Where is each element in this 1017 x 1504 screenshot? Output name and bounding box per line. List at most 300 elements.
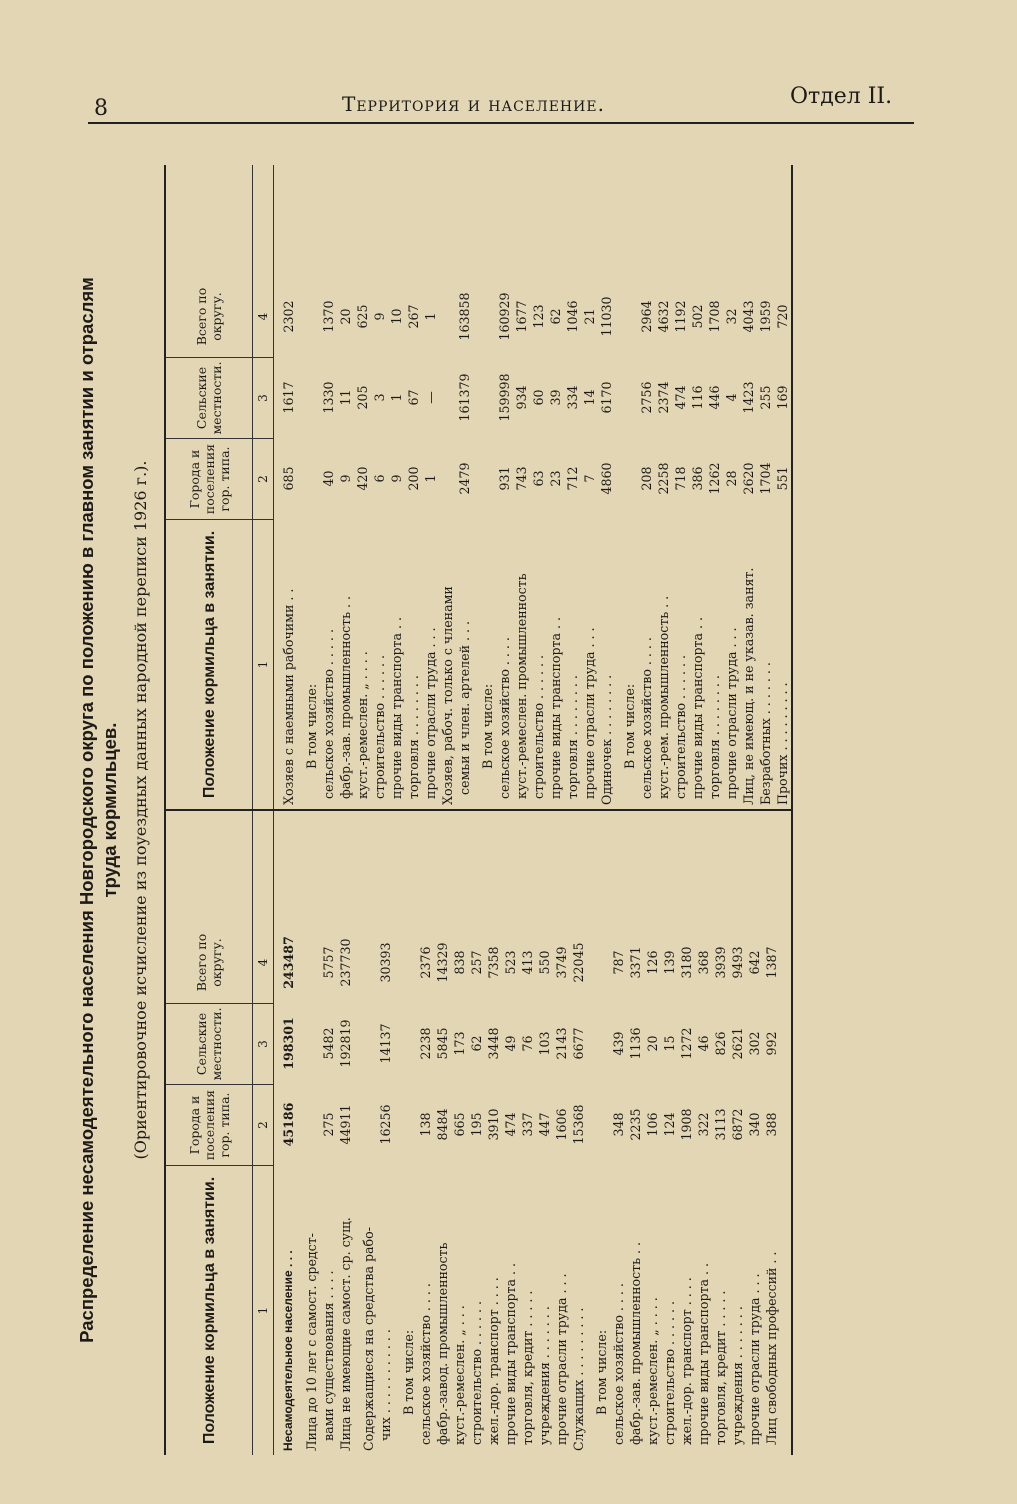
cell-total: 1677 — [514, 300, 529, 333]
cell-towns: 6 — [372, 474, 387, 483]
cell-rural: 20 — [645, 1035, 660, 1052]
col-number: 2 — [253, 438, 273, 519]
cell-towns: 474 — [503, 1112, 518, 1137]
cell-towns — [621, 438, 638, 519]
table-row — [422, 165, 439, 809]
table-row — [434, 811, 451, 1455]
col-number: 3 — [253, 357, 273, 438]
row-label: прочие отрасли труда . . . — [747, 1273, 762, 1445]
cell-rural: 826 — [713, 1031, 728, 1056]
data-table — [164, 165, 793, 1455]
col-header-towns: Города и поселения гор. типа. — [166, 1084, 252, 1165]
row-label: прочие виды транспорта . . — [548, 617, 563, 799]
row-label: торговля, кредит . . . . . — [520, 1290, 535, 1445]
cell-total: 3749 — [554, 946, 569, 979]
cell-total: 9493 — [730, 946, 745, 979]
cell-rural: 60 — [531, 389, 546, 406]
row-label: В том числе: — [622, 683, 637, 769]
row-label: Содержащиеся на средства рабо- — [361, 1227, 376, 1451]
cell-total — [621, 276, 638, 357]
cell-rural: 205 — [355, 385, 370, 410]
cell-rural: 198301 — [281, 1017, 296, 1070]
cell-rural: 934 — [514, 385, 529, 410]
cell-towns: 106 — [645, 1112, 660, 1137]
cell-rural — [360, 1003, 377, 1084]
row-label: вами существования . . . . — [321, 1270, 336, 1441]
table-row — [337, 811, 354, 1455]
cell-total: 4043 — [741, 300, 756, 333]
cell-rural: 14137 — [378, 1023, 393, 1064]
row-label: строительство . . . . . . — [531, 654, 546, 799]
table-row — [706, 165, 723, 809]
cell-towns: 931 — [497, 466, 512, 491]
cell-rural — [439, 357, 456, 438]
cell-towns: 1606 — [554, 1108, 569, 1141]
cell-towns: 1908 — [679, 1108, 694, 1141]
table-row — [678, 811, 695, 1455]
cell-towns: 9 — [389, 474, 404, 483]
row-label: куст.-ремеслен. „ . . . . — [355, 651, 370, 799]
header-rule — [88, 122, 914, 124]
table-row — [627, 811, 644, 1455]
cell-towns — [303, 438, 320, 519]
table-row — [280, 811, 297, 1455]
cell-towns — [479, 438, 496, 519]
cell-rural — [303, 1003, 320, 1084]
cell-towns: 63 — [531, 470, 546, 487]
cell-total: 3939 — [713, 946, 728, 979]
table-row — [388, 165, 405, 809]
row-label: прочие виды транспорта . . — [503, 1263, 518, 1445]
table-row — [417, 811, 434, 1455]
cell-towns: 337 — [520, 1112, 535, 1137]
cell-towns: 9 — [338, 474, 353, 483]
table-row — [547, 165, 564, 809]
table-row — [530, 165, 547, 809]
cell-rural: 2238 — [418, 1027, 433, 1060]
col-header-towns: Города и поселения гор. типа. — [166, 438, 252, 519]
row-label: торговля . . . . . . . . — [707, 675, 722, 799]
cell-towns — [439, 438, 456, 519]
row-label: прочие виды транспорта . . — [690, 617, 705, 799]
row-label: куст.-рем. промышленность . . — [656, 595, 671, 799]
row-label: сельское хозяйство . . . . — [418, 1283, 433, 1445]
table-row — [536, 811, 553, 1455]
cell-total — [439, 276, 456, 357]
cell-rural: 1 — [389, 393, 404, 402]
row-label: В том числе: — [304, 683, 319, 769]
table-row — [746, 811, 763, 1455]
cell-rural: 11 — [338, 389, 353, 406]
cell-rural: 302 — [747, 1031, 762, 1056]
cell-rural: 439 — [611, 1031, 626, 1056]
table-row — [621, 165, 638, 809]
cell-rural: 992 — [764, 1031, 779, 1056]
cell-towns: 195 — [469, 1112, 484, 1137]
cell-total: 1708 — [707, 300, 722, 333]
row-label: сельское хозяйство . . . . — [639, 637, 654, 799]
table-row — [593, 811, 610, 1455]
cell-towns: 3113 — [713, 1108, 728, 1141]
cell-rural: 4 — [724, 393, 739, 402]
cell-rural: 14 — [582, 389, 597, 406]
table-row — [581, 165, 598, 809]
table-row — [280, 165, 297, 809]
cell-total: 11030 — [599, 296, 614, 337]
table-row — [303, 165, 320, 809]
row-label: прочие отрасли труда . . . — [423, 627, 438, 799]
table-row — [337, 165, 354, 809]
row-label: чих . . . . . . . . . . . — [378, 1329, 393, 1441]
row-label: Лица до 10 лет с самост. средст- — [304, 1233, 319, 1451]
cell-total: 123 — [531, 304, 546, 329]
cell-rural: 116 — [690, 385, 705, 410]
cell-total: 21 — [582, 308, 597, 325]
col-header-total: Всего по округу. — [194, 933, 224, 992]
row-label: прочие отрасли труда . . . — [724, 627, 739, 799]
cell-total: 642 — [747, 950, 762, 975]
cell-towns: 685 — [281, 466, 296, 491]
cell-towns: 2620 — [741, 462, 756, 495]
cell-rural — [400, 1003, 417, 1084]
cell-towns: 2258 — [656, 462, 671, 495]
table-row — [638, 165, 655, 809]
cell-rural — [621, 357, 638, 438]
cell-towns: 447 — [537, 1112, 552, 1137]
cell-towns — [303, 1084, 320, 1165]
cell-rural: 15 — [662, 1035, 677, 1052]
cell-rural: 3448 — [486, 1027, 501, 1060]
cell-towns: 7 — [582, 474, 597, 483]
running-head: Территория и население. — [342, 92, 605, 116]
cell-rural: 192819 — [338, 1019, 353, 1068]
row-label: сельское хозяйство . . . . — [497, 637, 512, 799]
cell-total — [303, 922, 320, 1003]
cell-total: 62 — [548, 308, 563, 325]
cell-total: 20 — [338, 308, 353, 325]
table-row — [695, 811, 712, 1455]
row-label: В том числе: — [594, 1329, 609, 1415]
table-title-line2: труда кормильцев. — [99, 722, 120, 898]
row-label: строительство . . . . . . — [662, 1300, 677, 1445]
table-row — [400, 811, 417, 1455]
cell-towns: 40 — [321, 470, 336, 487]
cell-rural: 5482 — [321, 1027, 336, 1060]
table-row — [553, 811, 570, 1455]
cell-rural: 76 — [520, 1035, 535, 1052]
cell-total: 550 — [537, 950, 552, 975]
section-label: Отдел II. — [790, 84, 893, 109]
page-number: 8 — [94, 96, 108, 121]
cell-towns: 200 — [406, 466, 421, 491]
row-label: строительство . . . . . . — [469, 1300, 484, 1445]
table-title: Распределение несамодеятельного населения Новгородского округа по положению в главном занятии и отраслям — [76, 277, 97, 1343]
cell-total: 2302 — [281, 300, 296, 333]
cell-rural: 46 — [696, 1035, 711, 1052]
cell-total: 2376 — [418, 946, 433, 979]
cell-towns: 23 — [548, 470, 563, 487]
cell-total: 1387 — [764, 946, 779, 979]
row-label: Служащих . . . . . . . . . — [571, 1307, 586, 1451]
row-label: семьи и член. артелей . . . — [457, 621, 472, 795]
cell-rural — [479, 357, 496, 438]
row-label: учреждения . . . . . . . — [730, 1306, 745, 1445]
cell-towns — [360, 1084, 377, 1165]
row-label: фабр.-завод. промышленность — [435, 1242, 450, 1445]
table-row — [519, 811, 536, 1455]
table-row — [570, 811, 587, 1455]
table-row — [496, 165, 513, 809]
cell-rural — [303, 357, 320, 438]
cell-total: 625 — [355, 304, 370, 329]
row-label: прочие виды транспорта . . — [696, 1263, 711, 1445]
cell-towns: 2235 — [628, 1108, 643, 1141]
cell-towns: 743 — [514, 466, 529, 491]
cell-rural: 49 — [503, 1035, 518, 1052]
table-row — [479, 165, 496, 809]
cell-rural — [593, 1003, 610, 1084]
col-header-rural: Сельские местности. — [166, 1003, 252, 1084]
cell-towns: 138 — [418, 1112, 433, 1137]
table-row — [451, 811, 468, 1455]
table-row — [712, 811, 729, 1455]
cell-total: 5757 — [321, 946, 336, 979]
cell-total: 163858 — [457, 292, 472, 341]
row-label: Несамодеятельное население . . . — [281, 1250, 295, 1451]
cell-total: 2964 — [639, 300, 654, 333]
cell-towns: 388 — [764, 1112, 779, 1137]
table-row — [303, 811, 320, 1455]
col-number: 4 — [256, 312, 270, 321]
column-number-row — [253, 165, 274, 809]
cell-rural: 161379 — [457, 373, 472, 422]
row-label: строительство . . . . . . — [673, 654, 688, 799]
cell-total: 3371 — [628, 946, 643, 979]
row-label: учреждения . . . . . . . — [537, 1306, 552, 1445]
column-number-row — [253, 811, 274, 1455]
row-label: куст.-ремеслен. „ . . . . — [645, 1297, 660, 1445]
table-row — [456, 165, 473, 809]
cell-towns: 4860 — [599, 462, 614, 495]
col-header-total: Всего по округу. — [194, 287, 224, 346]
cell-rural: 5845 — [435, 1027, 450, 1060]
cell-total: 838 — [452, 950, 467, 975]
table-row — [655, 165, 672, 809]
cell-towns: 208 — [639, 466, 654, 491]
row-label: прочие виды транспорта . . — [389, 617, 404, 799]
header-row — [166, 165, 253, 809]
table-left-half — [166, 809, 791, 1455]
table-row — [729, 811, 746, 1455]
cell-rural: 67 — [406, 389, 421, 406]
table-row — [439, 165, 456, 809]
cell-total: 257 — [469, 950, 484, 975]
cell-towns: 718 — [673, 466, 688, 491]
row-label: прочие отрасли труда . . . — [554, 1273, 569, 1445]
col-number: 3 — [253, 1003, 273, 1084]
cell-rural: 1272 — [679, 1027, 694, 1060]
table-body-left — [274, 811, 780, 1455]
row-label: Хозяев с наемными рабочими . . — [281, 588, 296, 805]
cell-total: 3180 — [679, 946, 694, 979]
cell-rural: 3 — [372, 393, 387, 402]
col-number: 1 — [253, 519, 273, 809]
cell-towns: 322 — [696, 1112, 711, 1137]
cell-total: 1192 — [673, 300, 688, 333]
cell-towns: 386 — [690, 466, 705, 491]
table-row — [689, 165, 706, 809]
table-row — [354, 165, 371, 809]
cell-towns: 665 — [452, 1112, 467, 1137]
cell-rural: 6677 — [571, 1027, 586, 1060]
row-label: жел.-дор. транспорт . . . . — [679, 1277, 694, 1445]
row-label: Хозяев, рабоч. только с членами — [440, 586, 455, 805]
row-label: торговля . . . . . . . . — [406, 675, 421, 799]
cell-rural: 6170 — [599, 381, 614, 414]
cell-towns: 340 — [747, 1112, 762, 1137]
cell-rural: 255 — [758, 385, 773, 410]
cell-total: 720 — [775, 304, 790, 329]
table-row — [564, 165, 581, 809]
cell-towns: 8484 — [435, 1108, 450, 1141]
row-label: Прочих . . . . . . . . . — [775, 682, 790, 805]
cell-towns: 420 — [355, 466, 370, 491]
cell-rural: 1330 — [321, 381, 336, 414]
col-number: 1 — [253, 1165, 273, 1455]
cell-total: 4632 — [656, 300, 671, 333]
rotated-table-block — [75, 165, 905, 1455]
row-label: жел.-дор. транспорт . . . . — [486, 1277, 501, 1445]
row-label: фабр.-зав. промышленность . . — [628, 1241, 643, 1445]
cell-total: 1 — [423, 312, 438, 321]
cell-total: 243487 — [281, 936, 296, 989]
col-number: 4 — [256, 958, 270, 967]
row-label: сельское хозяйство . . . . — [611, 1283, 626, 1445]
table-row — [502, 811, 519, 1455]
cell-rural: 2756 — [639, 381, 654, 414]
row-label: куст.-ремеслен. промышленность — [514, 573, 529, 799]
cell-rural: 159998 — [497, 373, 512, 422]
table-row — [513, 165, 530, 809]
cell-rural: 334 — [565, 385, 580, 410]
cell-total: 1046 — [565, 300, 580, 333]
col-number: 2 — [253, 1084, 273, 1165]
table-row — [740, 165, 757, 809]
cell-total — [479, 276, 496, 357]
cell-rural: 2143 — [554, 1027, 569, 1060]
cell-total: 32 — [724, 308, 739, 325]
cell-towns: 1 — [423, 474, 438, 483]
row-label: Лиц свободных профессий . . — [764, 1251, 779, 1445]
table-row — [757, 165, 774, 809]
cell-total: 9 — [372, 312, 387, 321]
cell-total — [360, 922, 377, 1003]
cell-towns: 1704 — [758, 462, 773, 495]
table-row — [468, 811, 485, 1455]
table-row — [774, 165, 791, 809]
table-row — [610, 811, 627, 1455]
cell-total: 160929 — [497, 292, 512, 341]
table-row — [661, 811, 678, 1455]
cell-total: 787 — [611, 950, 626, 975]
table-row — [377, 811, 394, 1455]
table-row — [598, 165, 615, 809]
cell-towns: 124 — [662, 1112, 677, 1137]
cell-total: 139 — [662, 950, 677, 975]
row-label: прочие отрасли труда . . . — [582, 627, 597, 799]
cell-rural: 446 — [707, 385, 722, 410]
table-right-half — [166, 165, 791, 809]
cell-total: 126 — [645, 950, 660, 975]
table-row — [644, 811, 661, 1455]
cell-rural: 169 — [775, 385, 790, 410]
row-label: Одиночек . . . . . . . . — [599, 674, 614, 805]
cell-towns: 28 — [724, 470, 739, 487]
cell-total: 368 — [696, 950, 711, 975]
cell-total: 10 — [389, 308, 404, 325]
cell-total: 22045 — [571, 942, 586, 983]
row-label: Лиц, не имеющ. и не указав. занят. — [741, 567, 756, 805]
cell-total: 237730 — [338, 938, 353, 987]
cell-total: 14329 — [435, 942, 450, 983]
row-label: куст.-ремеслен. „ . . . — [452, 1305, 467, 1445]
cell-towns: 16256 — [378, 1104, 393, 1145]
cell-rural: 474 — [673, 385, 688, 410]
cell-total: 267 — [406, 304, 421, 329]
row-label: строительство . . . . . . — [372, 654, 387, 799]
cell-rural: 173 — [452, 1031, 467, 1056]
cell-total — [303, 276, 320, 357]
table-subtitle: (Ориентировочное исчисление из поуездных данных народной переписи 1926 г.). — [131, 460, 150, 1160]
table-row — [371, 165, 388, 809]
cell-total: 523 — [503, 950, 518, 975]
cell-towns: 2479 — [457, 462, 472, 495]
cell-towns: 44911 — [338, 1104, 353, 1145]
cell-total: 1959 — [758, 300, 773, 333]
cell-rural: 2374 — [656, 381, 671, 414]
row-label: торговля, кредит . . . . . — [713, 1290, 728, 1445]
table-row — [485, 811, 502, 1455]
header-row — [166, 811, 253, 1455]
cell-total: 502 — [690, 304, 705, 329]
row-label: В том числе: — [401, 1329, 416, 1415]
table-row — [723, 165, 740, 809]
row-label: Лица не имеющие самост. ср. сущ. — [338, 1217, 353, 1451]
cell-towns — [400, 1084, 417, 1165]
col-header-rural: Сельские местности. — [166, 357, 252, 438]
cell-total — [400, 922, 417, 1003]
table-row — [672, 165, 689, 809]
cell-towns: 551 — [775, 466, 790, 491]
cell-towns: 348 — [611, 1112, 626, 1137]
cell-rural: 62 — [469, 1035, 484, 1052]
row-label: сельское хозяйство . . . . . — [321, 629, 336, 799]
cell-towns: 6872 — [730, 1108, 745, 1141]
cell-total: 413 — [520, 950, 535, 975]
cell-towns: 3910 — [486, 1108, 501, 1141]
cell-rural: 1423 — [741, 381, 756, 414]
cell-towns: 15368 — [571, 1104, 586, 1145]
cell-rural: 2621 — [730, 1027, 745, 1060]
cell-rural: 1136 — [628, 1027, 643, 1060]
cell-total: 7358 — [486, 946, 501, 979]
table-row — [360, 811, 377, 1455]
cell-rural: 103 — [537, 1031, 552, 1056]
row-label: Безработных . . . . . . . — [758, 662, 773, 805]
col-header-label: Положение кормильца в занятии. — [166, 1165, 252, 1455]
table-row — [320, 165, 337, 809]
cell-towns: 275 — [321, 1112, 336, 1137]
